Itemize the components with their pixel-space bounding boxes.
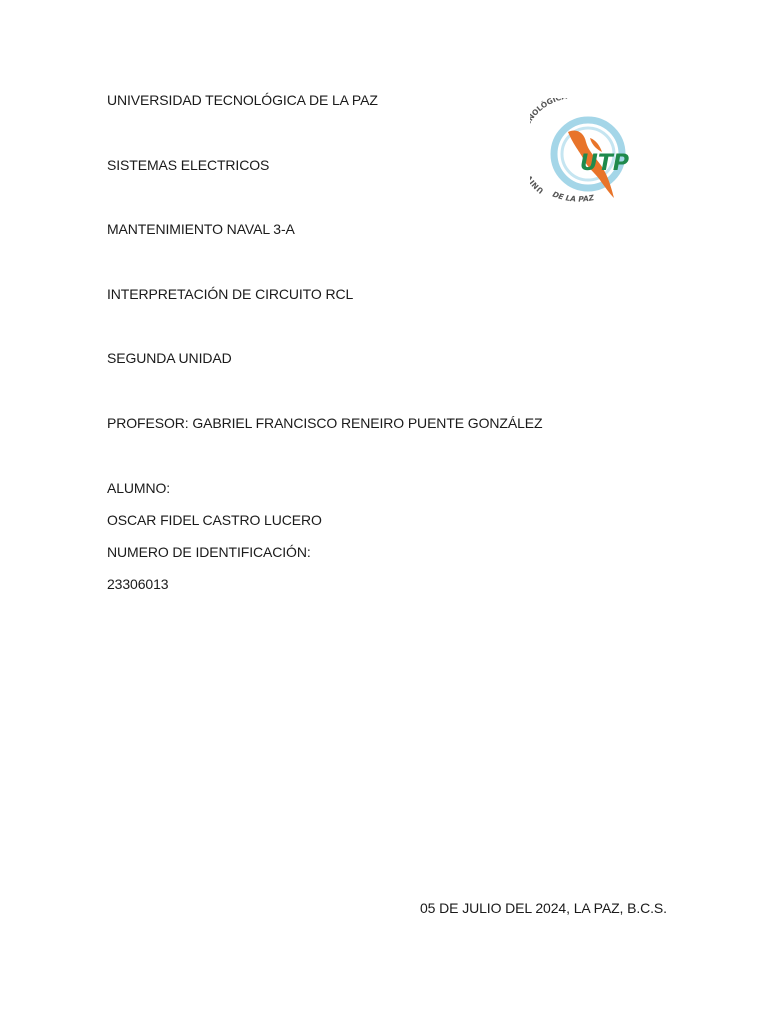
subject-name: SISTEMAS ELECTRICOS [107, 157, 270, 173]
date-place: 05 DE JULIO DEL 2024, LA PAZ, B.C.S. [420, 900, 667, 916]
student-label: ALUMNO: [107, 480, 171, 496]
id-label: NUMERO DE IDENTIFICACIÓN: [107, 544, 311, 560]
professor-name: PROFESOR: GABRIEL FRANCISCO RENEIRO PUENTE GONZÁLEZ [107, 415, 543, 431]
group-name: MANTENIMIENTO NAVAL 3-A [107, 221, 295, 237]
id-number: 23306013 [107, 576, 169, 592]
svg-text:UTP: UTP [580, 151, 629, 176]
svg-text:UNIVERSIDAD TECNOLÓGICA: UN OLÓGIC [530, 98, 563, 196]
university-logo-icon [530, 98, 640, 210]
assignment-title: INTERPRETACIÓN DE CIRCUITO RCL [107, 286, 354, 302]
unit-name: SEGUNDA UNIDAD [107, 350, 232, 366]
university-logo [530, 98, 640, 210]
student-name: OSCAR FIDEL CASTRO LUCERO [107, 512, 322, 528]
university-name: UNIVERSIDAD TECNOLÓGICA DE LA PAZ [107, 92, 378, 108]
svg-text:DE LA PAZ: DE LA PAZ [551, 189, 595, 204]
